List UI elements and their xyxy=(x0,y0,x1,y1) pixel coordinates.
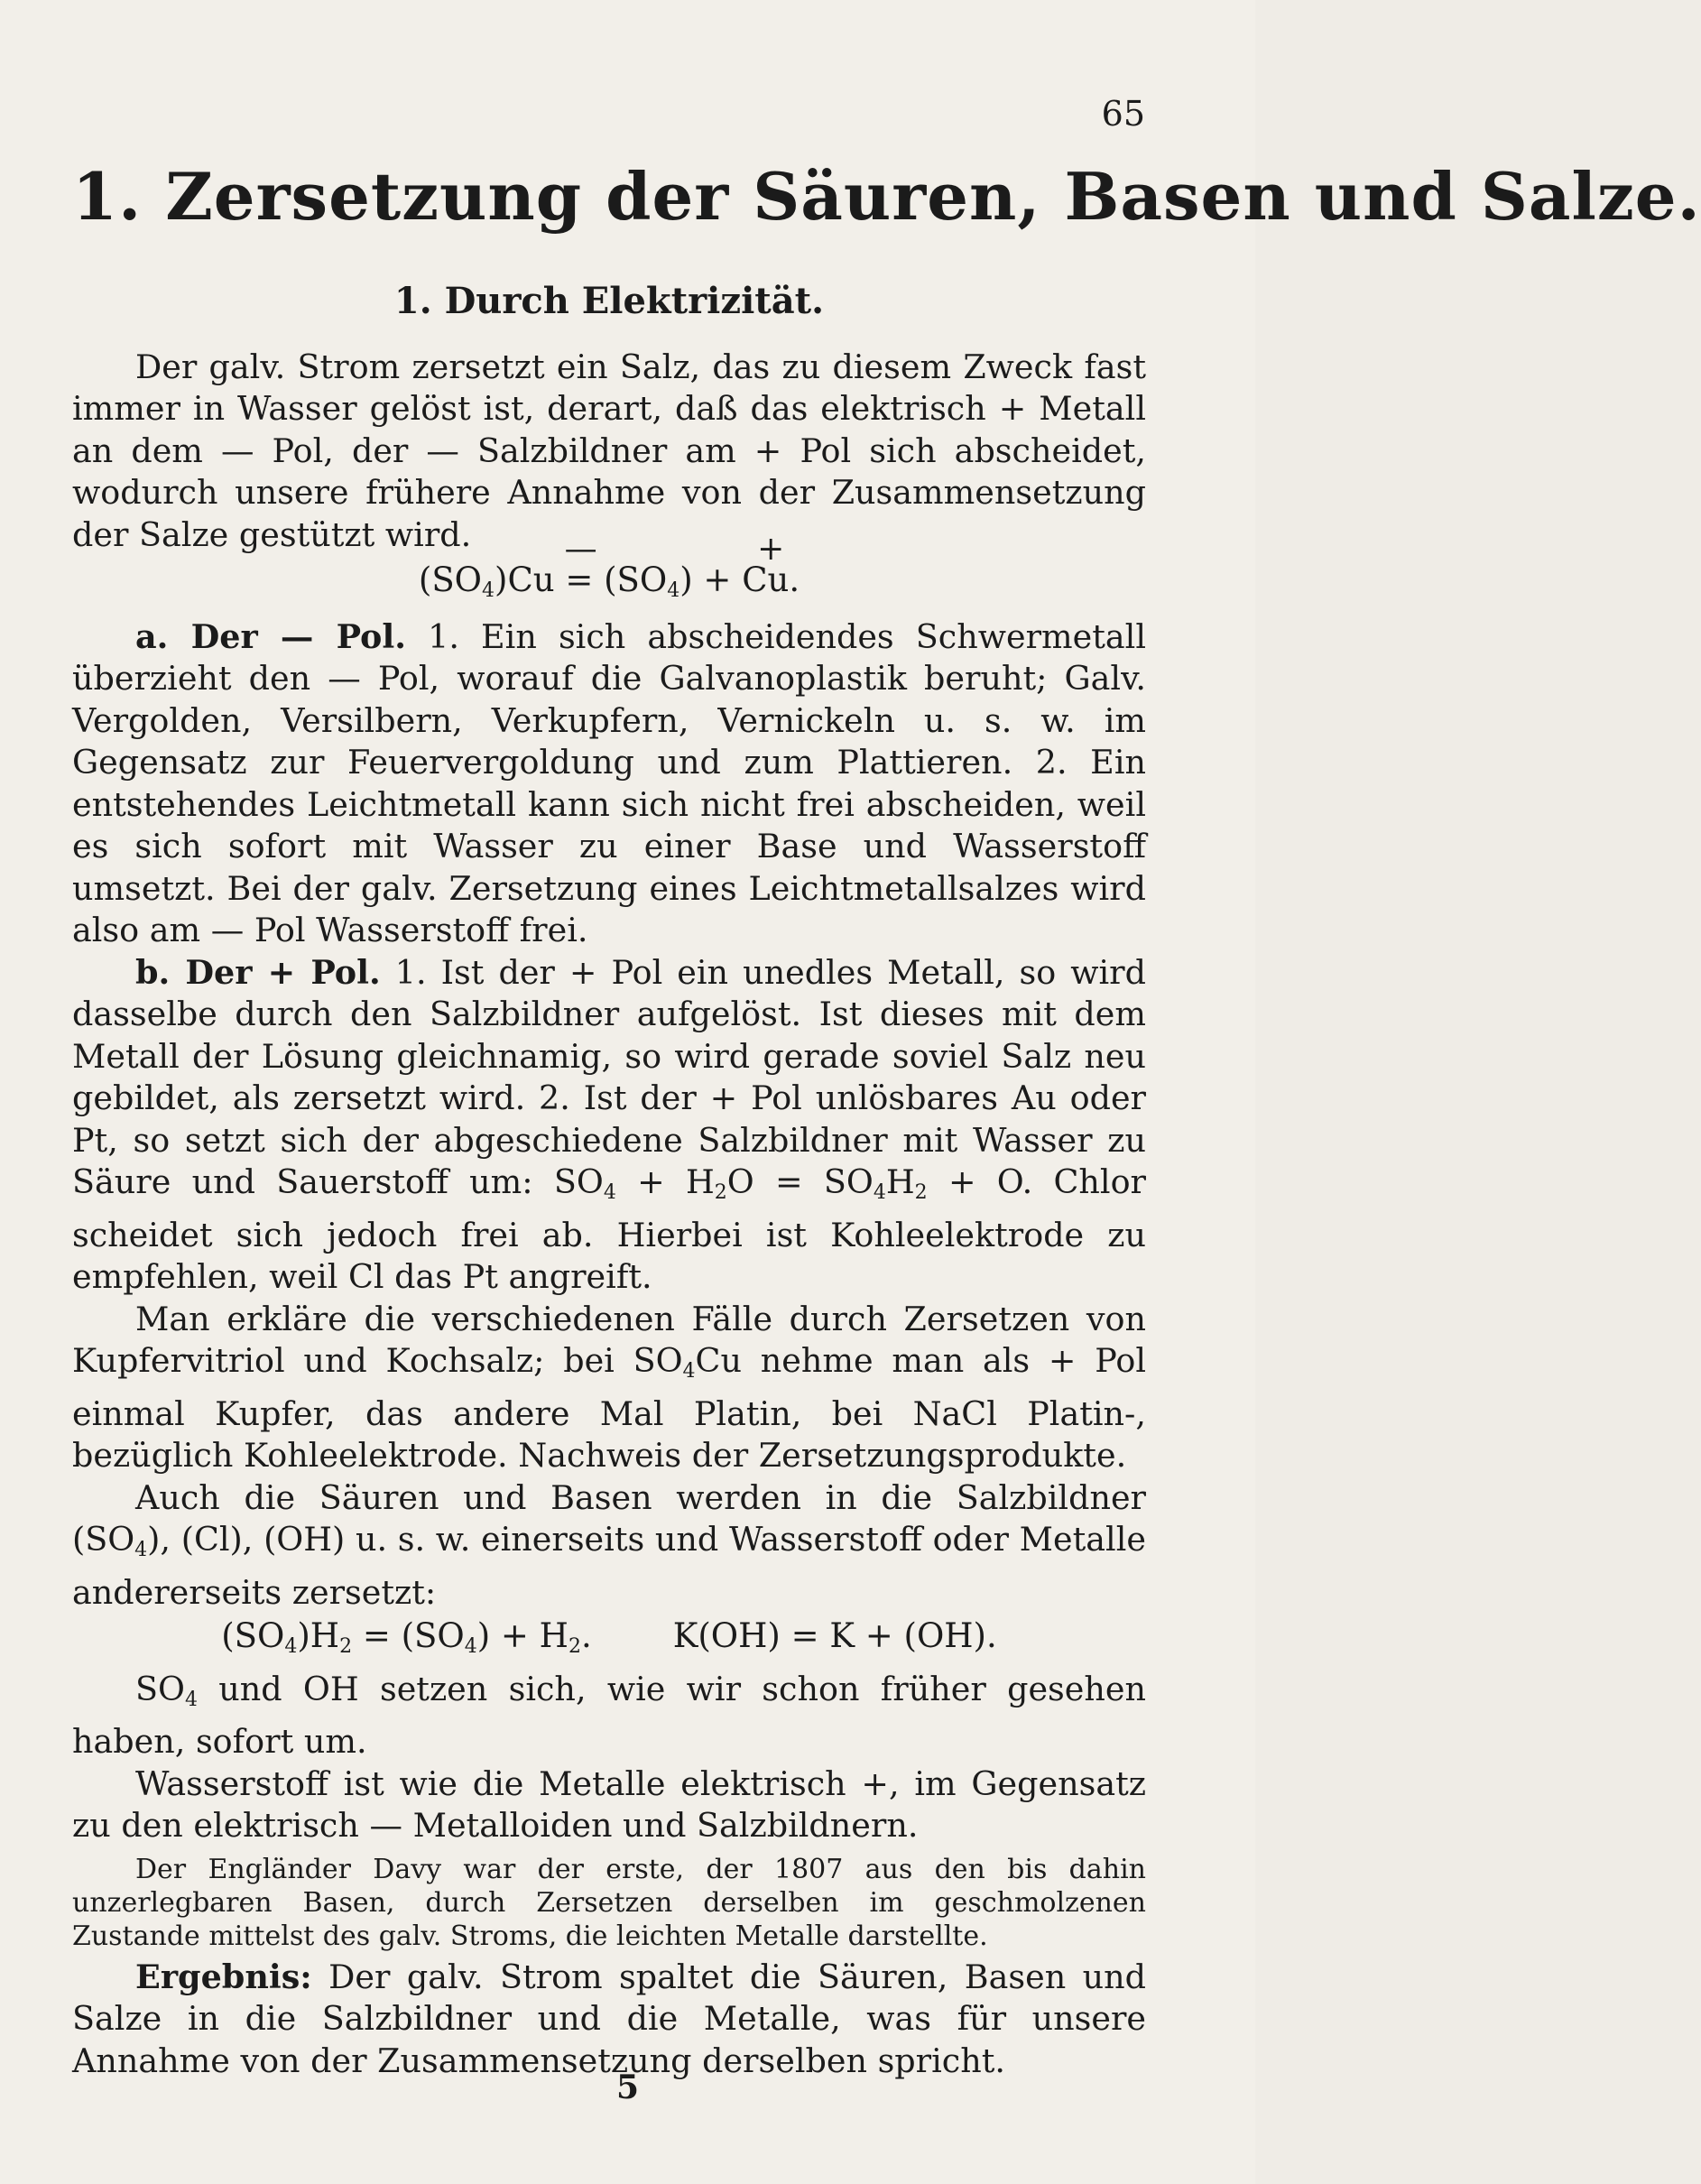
paragraph-minus-pole: a. Der — Pol. 1. Ein sich abscheidendes Schwermetall überzieht den — Pol, worauf die Galvanoplastik beruht; Galv. Vergolden, Versilbern, Verkupfern, Vernickeln u. s. w. im Gegensatz zur Feuervergoldung und zum Plattieren. 2. Ein entstehendes Leichtmetall kann sich nicht frei abscheiden, weil es sich sofort mit Wasser zu einer Base und Wasserstoff umsetzt. Bei der galv. Zersetzung eines Leichtmetallsalzes wird also am — Pol Wasserstoff frei. xyxy=(72,616,1147,950)
paragraph-acids-bases: Auch die Säuren und Basen werden in die Salzbildner $(SO_4)$, (Cl), (OH) u. s. w. einerseits und Wasserstoff oder Metalle andererseits zersetzt: xyxy=(72,1477,1146,1612)
signature-mark: 5 xyxy=(615,2068,640,2106)
equation-part-plus: + Cu. xyxy=(742,560,800,602)
equation-part-minus: — )Cu = (SO xyxy=(495,560,667,602)
paragraph-intro: Der galv. Strom zersetzt ein Salz, das zu diesem Zweck fast immer in Wasser gelöst ist, derart, daß das elektrisch + Metall an dem — Pol, der — Salzbildner am + Pol sich abscheidet, wodurch unsere frühere Annahme von der Zusammensetzung der Salze gestützt wird. xyxy=(72,347,1146,554)
paragraph-plus-pole: b. Der + Pol. 1. Ist der + Pol ein unedles Metall, so wird dasselbe durch den Salzbildner aufgelöst. Ist dieses mit dem Metall der Lösung gleichnamig, so wird gerade soviel Salz neu gebildet, als zersetzt wird. 2. Ist der + Pol unlösbares Au oder Pt, so setzt sich der abgeschiedene Salzbildner mit Wasser zu Säure und Sauerstoff um: $SO_4 + H_2O = SO_4H_2 + O$. Chlor scheidet sich jedoch frei ab. Hierbei ist Kohleelektrode zu empfehlen, weil Cl das Pt angreift. xyxy=(72,952,1147,1297)
paragraph-experiment: Man erkläre die verschiedenen Fälle durch Zersetzen von Kupfervitriol und Kochsalz; bei $SO_4Cu$ nehme man als + Pol einmal Kupfer, das andere Mal Platin, bei NaCl Platin-, bezüglich Kohleelektrode. Nachweis der Zersetzungsprodukte. xyxy=(72,1299,1146,1476)
chapter-title: 1. Zersetzung der Säuren, Basen und Salze. xyxy=(72,158,1701,235)
label-plus-pole: b. Der + Pol. xyxy=(135,952,381,992)
equation-potassium-hydroxide: K(OH) = K + (OH). xyxy=(672,1616,997,1656)
equation-row-acid-base xyxy=(72,1615,1146,1669)
section-title: 1. Durch Elektrizität. xyxy=(393,279,825,322)
paragraph-result: Ergebnis: Der galv. Strom spaltet die Säuren, Basen und Salze in die Salzbildner und die Metalle, was für unsere Annahme von der Zusammensetzung derselben spricht. xyxy=(72,1957,1146,2080)
page-content xyxy=(72,158,1701,2082)
equation-sulfuric-acid: $(SO_4)H_2 = (SO_4) + H_2$. xyxy=(221,1616,592,1659)
page-number: 65 xyxy=(1101,94,1145,134)
label-minus-pole: a. Der — Pol. xyxy=(135,616,406,656)
equation-copper-sulfate: ($SO_4—$ )$Cu = (SO_4)$ + + Cu. xyxy=(72,560,1146,613)
paragraph-hydrogen: Wasserstoff ist wie die Metalle elektrisch +, im Gegensatz zu den elektrisch — Metalloiden und Salzbildnern. xyxy=(72,1763,1146,1846)
paragraph-radicals: $SO_4$ und OH setzen sich, wie wir schon früher gesehen haben, sofort um. xyxy=(72,1669,1146,1762)
result-label: Ergebnis: xyxy=(135,1957,312,1996)
historical-note: Der Engländer Davy war der erste, der 1807 aus den bis dahin unzerlegbaren Basen, durch Zersetzen derselben im geschmolzenen Zustande mittelst des galv. Stroms, die leichten Metalle darstellte. xyxy=(72,1853,1146,1952)
